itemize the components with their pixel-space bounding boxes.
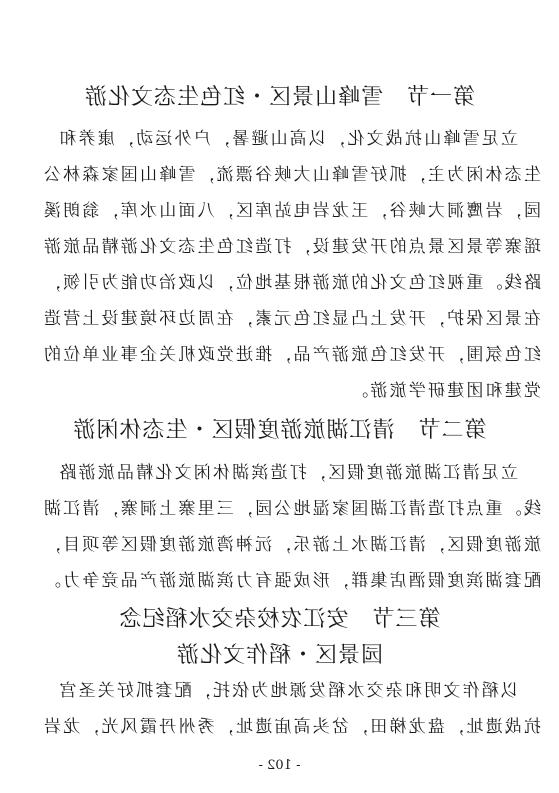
section-1-line-5: 路线。重视红色文化的旅游根基地位，以政治功能为引领， [41,273,541,293]
section-1-line-2: 生态休闲为主，抓好雪峰山大峡谷漂流，雪峰山国家森林公 [41,165,541,185]
section-1-line-3: 园，岩鹰洞大峡谷，王龙岩电站库区，八面山水库，翁朗溪 [41,201,541,221]
section-2-line-1: 立足清江湖旅游度假区，打造滨湖休闲文化精品旅游路 [57,463,518,483]
section-3-line-2: 抗战遗址，盘龙梯田，岔头高庙遗址，秀州丹霞风光，龙岩 [41,717,541,737]
section-2-line-2: 线。重点打造清江湖国家湿地公园，三里寨上洞寨，清江湖 [41,499,541,519]
section-1-line-7: 红色氛围，开发红色旅游产品，推进党政机关企事业单位的 [41,345,541,365]
section-3-heading-line-2: 园景区・稻作文化游 [176,643,384,668]
section-1-line-8: 党建和团建研学旅游。 [349,381,541,401]
section-2-line-4: 配套湖滨度假酒店集群，形成强有力滨湖旅游产品竞争力。 [41,571,541,591]
section-2-heading: 第二节 清江湖旅游度假区・生态休闲游 [72,418,487,443]
section-1-heading: 第一节 雪峰山景区・红色生态文化游 [84,85,476,110]
section-1-line-1: 立足雪峰山抗战文化，以高山避暑，户外运动，康养和 [57,129,518,149]
section-2-line-3: 旅游度假区，清江湖水上游乐，沅神湾旅游度假区等项目， [41,535,541,555]
page-number: - 102 - [258,758,301,773]
section-1-line-4: 瑶寨等景区景点的开发建设，打造红色生态文化游精品旅游 [41,237,541,257]
section-1-line-6: 在景区保护，开发上凸显红色元素，在周边环境建设上营造 [41,309,541,329]
section-3-heading-line-1: 第三节 安江农校杂交水稻纪念 [118,607,441,632]
section-3-line-1: 以稻作文明和杂交水稻发源地为依托，配套抓好关圣宫 [57,681,518,701]
